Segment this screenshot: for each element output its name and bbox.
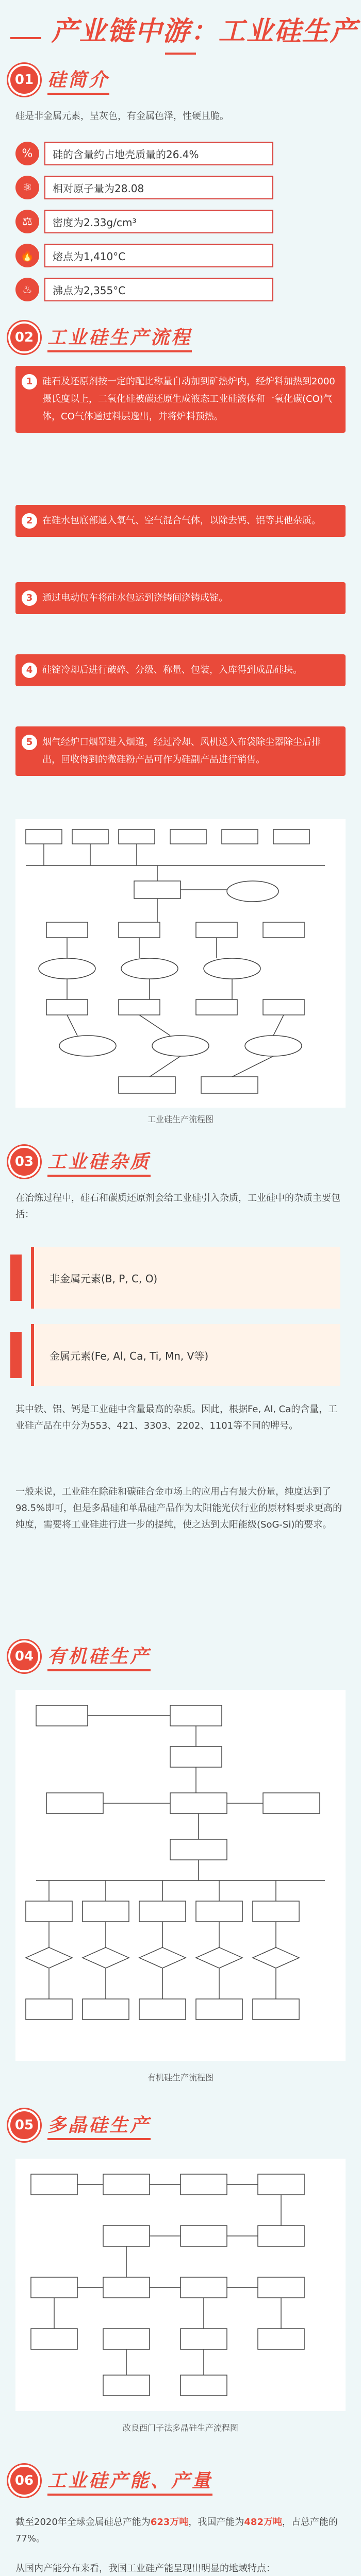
impurity-marker: [10, 1255, 22, 1301]
section-6-header: [8, 2463, 212, 2499]
property-icon: ⚖: [15, 210, 39, 233]
section-5-title: 多晶硅生产: [47, 2111, 151, 2140]
section-6-para-1: [15, 2514, 346, 2547]
capacity-text-c: ，我国产能为: [188, 2517, 244, 2528]
section-3-intro: 在冶炼过程中，硅石和碳质还原剂会给工业硅引入杂质，工业硅中的杂质主要包括：: [15, 1193, 340, 1220]
impurity-marker: [10, 1332, 22, 1378]
section-4-header: [8, 1638, 151, 1674]
silicon-process-diagram-svg: [15, 819, 346, 1108]
section-3-title: 工业硅杂质: [47, 1147, 151, 1177]
page-title: 产业链中游：工业硅生产: [51, 16, 358, 47]
polysilicon-process-diagram: [15, 2159, 346, 2411]
section-1-title: 硅简介: [47, 65, 109, 95]
step-text: 在硅水包底部通入氧气、空气混合气体，以除去钙、铝等其他杂质。: [42, 515, 321, 526]
polysilicon-process-diagram-svg: [15, 2159, 346, 2411]
organosilicon-process-diagram: [15, 1690, 346, 2061]
section-3-para-1: 其中铁、铝、钙是工业硅中含量最高的杂质。因此，根据Fe, Al, Ca的含量，工业硅产品在中分为553、421、3303、2202、1101等不同的牌号。: [15, 1404, 338, 1431]
section-6-number: 06: [8, 2465, 40, 2497]
step-number: 3: [22, 590, 37, 606]
section-4-title: 有机硅生产: [47, 1642, 151, 1671]
step-text: 烟气经炉口烟罩进入烟道，经过冷却、风机送入布袋除尘器除尘后排出，回收得到的微硅粉产品可作为硅副产品进行销售。: [42, 737, 321, 765]
silicon-process-caption: 工业硅生产流程图: [147, 1114, 214, 1124]
page-title-banner: [0, 9, 361, 58]
section-4-number: 04: [8, 1640, 40, 1672]
property-row: [15, 139, 273, 168]
section-3-number: 03: [8, 1146, 40, 1178]
property-row: [15, 241, 273, 270]
step-text: 硅石及还原剂按一定的配比称量自动加到矿热炉内，经炉料加热到2000摄氏度以上，二氧化硅被碳还原生成液态工业硅液体和一氧化碳(CO)气体，CO气体通过料层逸出，并将炉料预热。: [42, 376, 335, 422]
property-text: 密度为2.33g/cm³: [44, 210, 273, 233]
property-row: [15, 275, 273, 304]
property-icon: %: [15, 142, 39, 165]
step-number: 1: [22, 374, 37, 389]
section-6-title: 工业硅产能、产量: [47, 2466, 212, 2496]
process-step: [15, 582, 346, 614]
section-1-header: [8, 62, 109, 98]
process-step: [15, 366, 346, 433]
step-text: 通过电动包车将硅水包运到浇铸间浇铸成锭。: [42, 592, 228, 603]
capacity-china: 482万吨: [244, 2517, 282, 2528]
section-6-para-2: 从国内产能分布来看，我国工业硅产能呈现出明显的地域特点：: [15, 2563, 275, 2574]
section-3-header: [8, 1144, 151, 1180]
section-3-para-2: 一般来说，工业硅在除硅和碳硅合金市场上的应用占有最大份量，纯度达到了98.5%即可，但是多晶硅和单晶硅产品作为太阳能光伏行业的原材料要求更高的纯度，需要将工业硅进行进一步的提纯，使之达到太阳能级(SoG-Si)的要求。: [15, 1486, 342, 1530]
step-number: 2: [22, 513, 37, 529]
property-text: 相对原子量为28.08: [44, 176, 273, 199]
capacity-text-e: ，占总产能的77%。: [15, 2517, 338, 2544]
section-5-header: [8, 2107, 151, 2143]
section-2-title: 工业硅生产流程: [47, 323, 192, 352]
section-1-intro: 硅是非金属元素，呈灰色，有金属色泽，性硬且脆。: [15, 111, 229, 122]
impurity-item: 金属元素(Fe, Al, Ca, Ti, Mn, V等): [31, 1324, 340, 1386]
process-step: [15, 726, 346, 776]
property-row: [15, 173, 273, 202]
property-row: [15, 207, 273, 236]
property-text: 硅的含量约占地壳质量的26.4%: [44, 142, 273, 165]
section-1-number: 01: [8, 64, 40, 96]
silicon-process-diagram: [15, 819, 346, 1108]
section-2-header: [8, 319, 192, 355]
process-step: [15, 505, 346, 537]
organosilicon-process-caption: 有机硅生产流程图: [147, 2073, 214, 2082]
title-dash-left: [10, 37, 41, 39]
property-text: 沸点为2,355°C: [44, 278, 273, 301]
capacity-text-a: 截至2020年全球金属硅总产能为: [15, 2517, 151, 2528]
polysilicon-process-caption: 改良西门子法多晶硅生产流程图: [122, 2423, 238, 2433]
property-icon: 🔥: [15, 244, 39, 267]
section-2-number: 02: [8, 321, 40, 353]
property-text: 熔点为1,410°C: [44, 244, 273, 267]
section-5-number: 05: [8, 2109, 40, 2141]
capacity-global: 623万吨: [150, 2517, 189, 2528]
step-number: 4: [22, 663, 37, 678]
property-icon: ♨: [15, 278, 39, 301]
organosilicon-process-diagram-svg: [15, 1690, 346, 2061]
step-number: 5: [22, 735, 37, 750]
process-step: [15, 654, 346, 686]
title-dash-right: [165, 53, 196, 55]
impurity-item: 非金属元素(B, P, C, O): [31, 1247, 340, 1309]
step-text: 硅锭冷却后进行破碎、分级、称量、包装，入库得到成品硅块。: [42, 665, 302, 675]
property-icon: ⚛: [15, 176, 39, 199]
